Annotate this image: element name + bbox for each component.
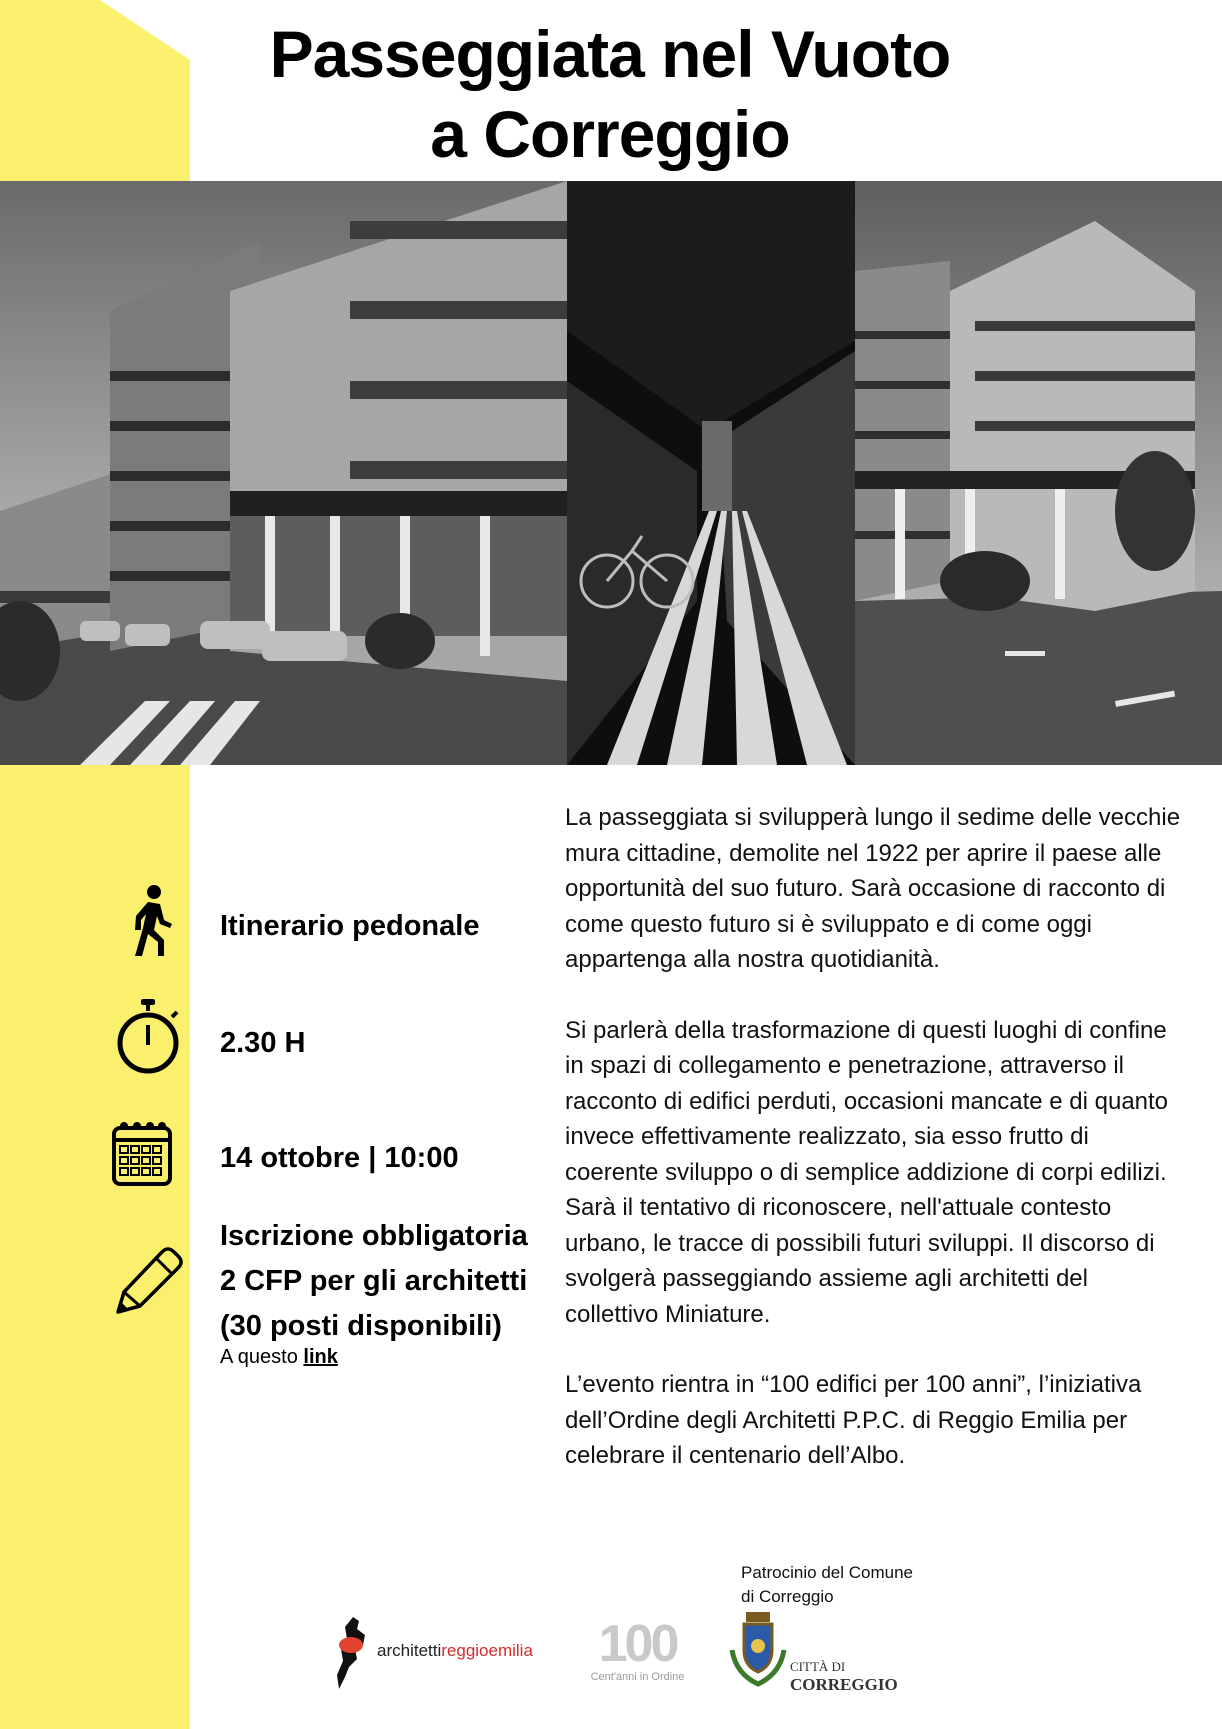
registration-line-3: (30 posti disponibili) — [220, 1310, 502, 1342]
logo-100-caption: Cent'anni in Ordine — [590, 1671, 685, 1683]
date-label: 14 ottobre | 10:00 — [220, 1142, 459, 1174]
walking-person-icon — [110, 880, 190, 960]
description-paragraph-3: L’evento rientra in “100 edifici per 100 anni”, l’iniziativa dell’Ordine degli Architetti P.P.C. di Reggio Emilia per celebrare il centenario dell’Albo. — [565, 1371, 1142, 1469]
logo-centanni-in-ordine — [580, 1615, 695, 1688]
description — [565, 800, 1185, 1509]
description-paragraph-1: La passeggiata si svilupperà lungo il sedime delle vecchie mura cittadine, demolite nel 1922 per aprire il paese alle opportunità del suo futuro. Sarà occasione di racconto di come questo futuro si è sviluppato e di come oggi appartenga alla nostra quotidianità. — [565, 804, 1181, 973]
registration-link-line — [220, 1344, 528, 1370]
logo-ar-text — [377, 1641, 533, 1661]
logo-ar-part-2: reggioemilia — [441, 1641, 533, 1660]
description-paragraph-2: Si parlerà della trasformazione di questi luoghi di confine in spazi di collegamento e penetrazione, attraverso il racconto di edifici perduti, occasioni mancate e di quanto invece effettivamente realizzato, sia esso frutto di coerente sviluppo o di semplice addizione di corpi edilizi. Sarà il tentativo di riconoscere, nell'attuale contesto urbano, le tracce di possibili futuri sviluppi. Il discorso di svolgerà passeggiando assieme agli architetti del collettivo Miniature. — [565, 1016, 1169, 1328]
title-line-2: a Correggio — [430, 97, 790, 171]
page-title — [190, 14, 1030, 174]
logo-architetti-reggio-emilia — [335, 1615, 555, 1695]
link-prefix: A questo — [220, 1346, 298, 1368]
logo-ar-part-1: architetti — [377, 1641, 442, 1660]
patronage-note — [741, 1561, 913, 1609]
photo-corner-building — [855, 181, 1222, 765]
logo-city-line-2: CORREGGIO — [790, 1675, 898, 1694]
calendar-icon — [110, 1120, 190, 1200]
city-coat-of-arms-icon — [728, 1610, 788, 1690]
logo-city-line-1: CITTÀ DI — [790, 1659, 846, 1674]
photo-street-buildings — [0, 181, 567, 765]
patronage-line-1: Patrocinio del Comune — [741, 1563, 913, 1582]
photo-strip — [0, 181, 1222, 765]
stopwatch-icon — [110, 999, 190, 1079]
region-map-icon — [335, 1615, 375, 1691]
duration-label: 2.30 H — [220, 1027, 306, 1059]
logo-citta-di-correggio — [728, 1610, 898, 1694]
registration-line-2: 2 CFP per gli architetti — [220, 1265, 528, 1297]
photo-arcade-shadows — [567, 181, 855, 765]
pencil-icon — [110, 1240, 190, 1320]
patronage-line-2: di Correggio — [741, 1587, 834, 1606]
walk-label: Itinerario pedonale — [220, 910, 480, 942]
yellow-accent-top — [0, 0, 190, 181]
title-line-1: Passeggiata nel Vuoto — [269, 17, 951, 91]
logo-city-text — [790, 1658, 898, 1694]
logo-100-number: 100 — [598, 1615, 677, 1673]
registration-text — [220, 1218, 528, 1370]
registration-link[interactable]: link — [303, 1346, 338, 1368]
registration-line-1: Iscrizione obbligatoria — [220, 1220, 528, 1252]
